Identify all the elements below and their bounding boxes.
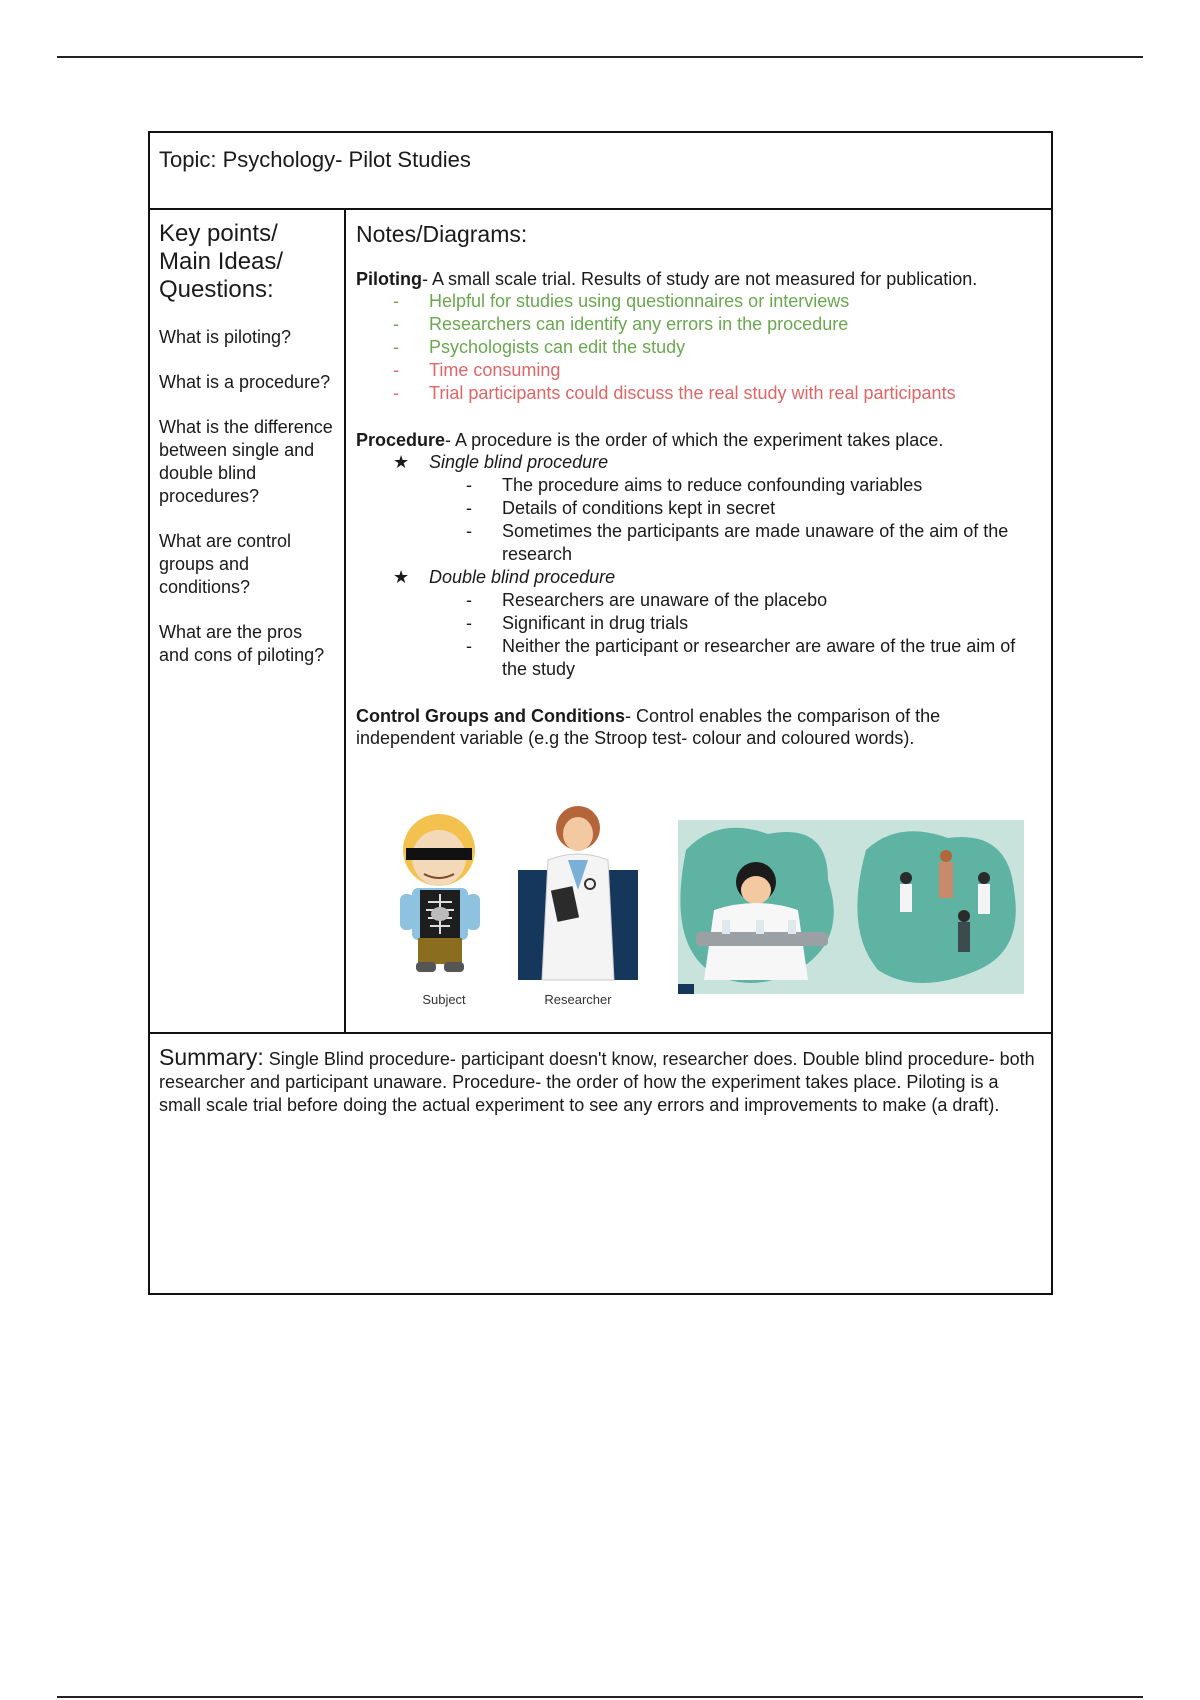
summary-section <box>150 1032 1051 1293</box>
list-item: - Significant in drug trials <box>466 613 689 633</box>
pro-point: - Helpful for studies using questionnaires or interviews <box>393 291 850 311</box>
summary-body: Single Blind procedure- participant doesn't know, researcher does. Double blind procedure- both researcher and participant unaware. Procedure- the order of how the experiment takes place. Piloting is a small scale trial before doing the actual experiment to see any errors and improvements to make (a draft). <box>159 1049 1035 1115</box>
control-term: Control Groups and Conditions <box>356 706 625 726</box>
single-blind-heading: ★ Single blind procedure <box>393 452 609 472</box>
researcher-illustration <box>518 800 638 990</box>
topic-row <box>150 133 1051 210</box>
piloting-definition <box>356 268 1041 290</box>
question-item: What are the pros and cons of piloting? <box>159 622 325 665</box>
summary-text <box>159 1046 1042 1117</box>
piloting-points <box>356 290 1041 405</box>
piloting-text: - A small scale trial. Results of study are not measured for publication. <box>422 269 978 289</box>
question-item: What is piloting? <box>159 327 292 347</box>
drug-trial-illustration <box>678 820 1024 994</box>
topic-title: Topic: Psychology- Pilot Studies <box>159 147 471 172</box>
summary-label: Summary: <box>159 1044 264 1070</box>
control-definition <box>356 705 1041 749</box>
control-text: - Control enables the comparison of the independent variable (e.g the Stroop test- colour and coloured words). <box>356 706 941 748</box>
researcher-caption: Researcher <box>544 992 612 1007</box>
notes-heading: Notes/Diagrams: <box>356 221 528 247</box>
bottom-rule <box>57 1696 1143 1698</box>
single-blind-points <box>356 474 1041 566</box>
list-item: - Details of conditions kept in secret <box>466 498 776 518</box>
key-points-heading: Key points/ Main Ideas/ Questions: <box>159 220 284 303</box>
con-point: - Trial participants could discuss the real study with real participants <box>393 383 956 403</box>
notes-sheet <box>148 131 1053 1295</box>
subject-caption: Subject <box>422 992 466 1007</box>
list-item: - Neither the participant or researcher are aware of the true aim of the study <box>466 636 1016 679</box>
subject-illustration <box>394 810 494 980</box>
double-blind-heading: ★ Double blind procedure <box>393 567 616 587</box>
double-blind-points <box>356 589 1041 681</box>
list-item: - Sometimes the participants are made unaware of the aim of the research <box>466 521 1009 564</box>
key-points-column <box>150 210 346 1032</box>
notes-column <box>346 210 1051 1032</box>
star-icon: ★ <box>393 567 410 587</box>
diagram-images <box>346 800 1051 1030</box>
star-icon: ★ <box>393 452 410 472</box>
question-item: What is the difference between single and double blind procedures? <box>159 417 333 506</box>
list-item: - Researchers are unaware of the placebo <box>466 590 828 610</box>
procedure-text: - A procedure is the order of which the experiment takes place. <box>445 430 944 450</box>
question-item: What is a procedure? <box>159 372 331 392</box>
procedure-definition <box>356 429 1041 451</box>
question-item: What are control groups and conditions? <box>159 531 292 597</box>
list-item: - The procedure aims to reduce confounding variables <box>466 475 923 495</box>
piloting-term: Piloting <box>356 269 422 289</box>
top-rule <box>57 56 1143 58</box>
procedure-term: Procedure <box>356 430 446 450</box>
pro-point: - Researchers can identify any errors in the procedure <box>393 314 849 334</box>
pro-point: - Psychologists can edit the study <box>393 337 686 357</box>
con-point: - Time consuming <box>393 360 561 380</box>
